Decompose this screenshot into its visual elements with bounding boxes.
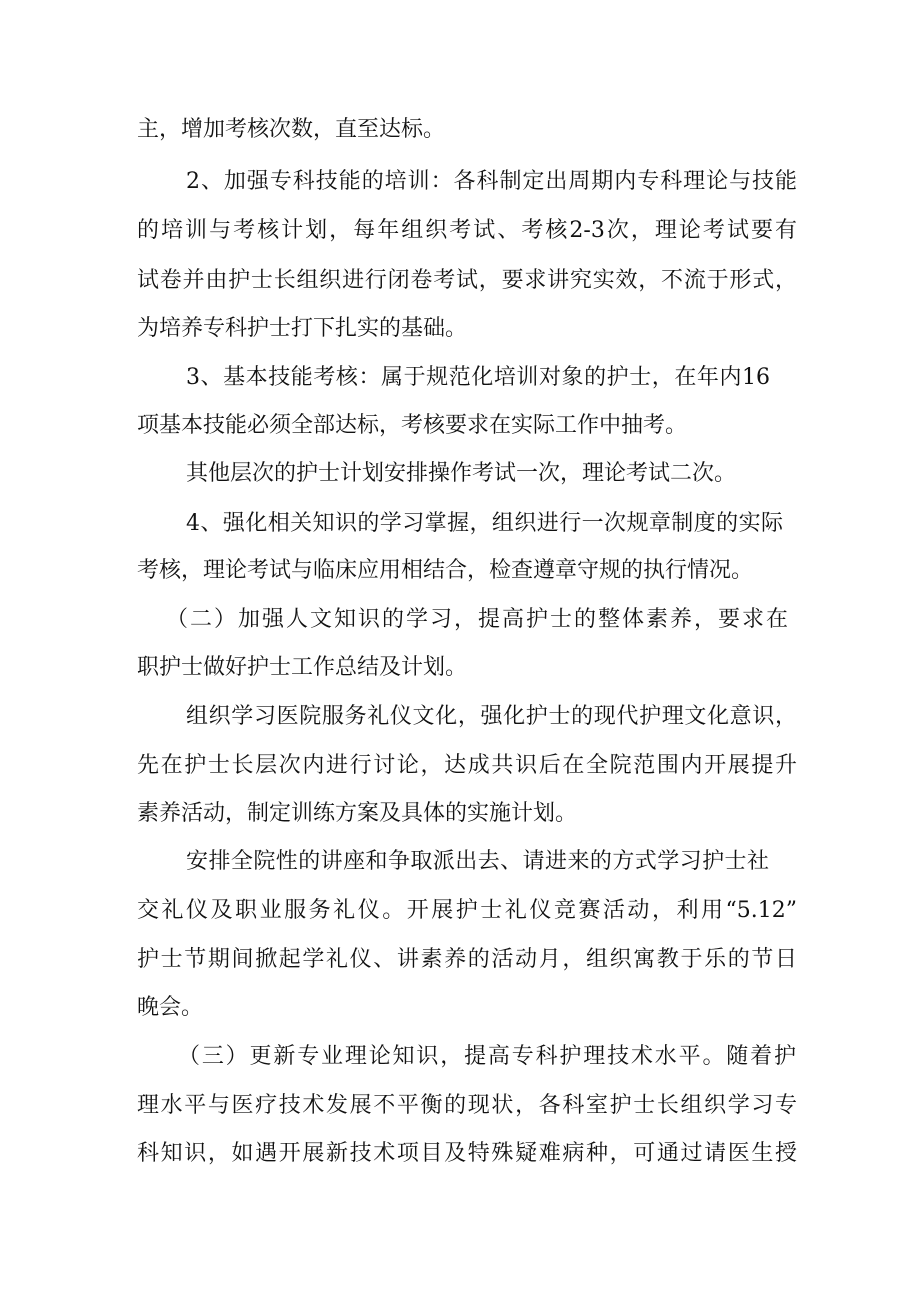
text-line-9: 4、强化相关知识的学习掌握，组织进行一次规章制度的实际 (186, 511, 783, 536)
text-line-13: 组织学习医院服务礼仪文化，强化护士的现代护理文化意识， (186, 704, 797, 729)
text-line-10: 考核，理论考试与临床应用相结合，检查遵章守规的执行情况。 (137, 558, 754, 583)
text-line-6: 3、基本技能考核：属于规范化培训对象的护士，在年内16 (186, 365, 770, 390)
text-line-7: 项基本技能必须全部达标，考核要求在实际工作中抽考。 (137, 413, 688, 438)
text-line-16: 安排全院性的讲座和争取派出去、请进来的方式学习护士社 (186, 849, 769, 874)
text-line-20: （三）更新专业理论知识，提高专科护理技术水平。随着护 (178, 1044, 796, 1069)
text-line-15: 素养活动，制定训练方案及具体的实施计划。 (137, 801, 578, 826)
text-line-17: 交礼仪及职业服务礼仪。开展护士礼仪竞赛活动，利用“5.12” (137, 898, 797, 923)
text-line-2: 2、加强专科技能的培训：各科制定出周期内专科理论与技能 (186, 169, 797, 194)
text-line-3: 的培训与考核计划，每年组织考试、考核2-3次，理论考试要有 (137, 218, 797, 243)
text-line-14: 先在护士长层次内进行讨论，达成共识后在全院范围内开展提升 (137, 753, 797, 778)
text-line-8: 其他层次的护士计划安排操作考试一次，理论考试二次。 (186, 461, 737, 486)
text-line-18: 护士节期间掀起学礼仪、讲素养的活动月，组织寓教于乐的节日 (137, 947, 797, 972)
text-line-19: 晚会。 (137, 995, 204, 1020)
text-line-21: 理水平与医疗技术发展不平衡的现状，各科室护士长组织学习专 (137, 1093, 797, 1118)
text-line-4: 试卷并由护士长组织进行闭卷考试，要求讲究实效，不流于形式， (137, 268, 797, 293)
text-line-11: （二）加强人文知识的学习，提高护士的整体素养，要求在 (166, 607, 788, 632)
text-line-12: 职护士做好护士工作总结及计划。 (137, 655, 468, 680)
text-line-1: 主，增加考核次数，直至达标。 (137, 117, 446, 142)
text-line-5: 为培养专科护士打下扎实的基础。 (137, 316, 468, 341)
text-line-22: 科知识，如遇开展新技术项目及特殊疑难病种，可通过请医生授 (137, 1141, 797, 1166)
